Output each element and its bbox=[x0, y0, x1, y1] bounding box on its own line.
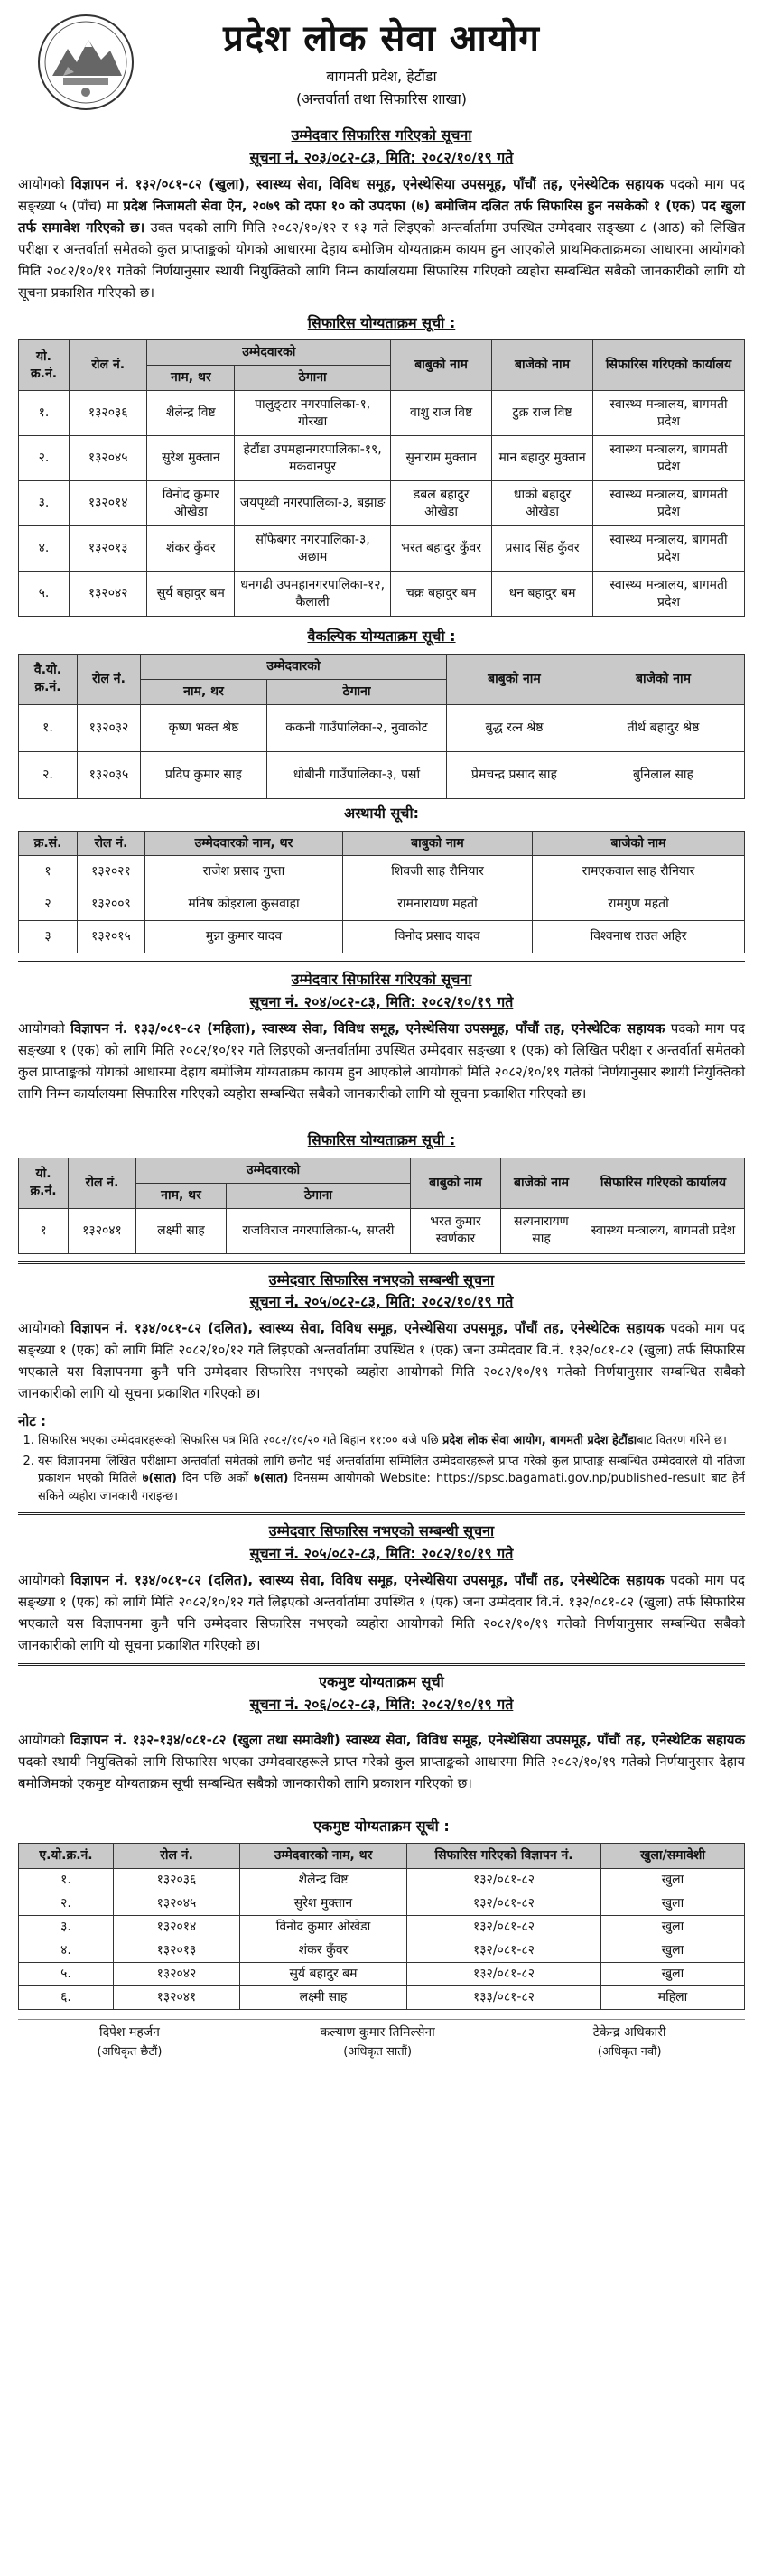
col-address: ठेगाना bbox=[235, 366, 391, 391]
consolidated-table bbox=[18, 1843, 745, 2010]
table-row: ४. १३२०१३ शंकर कुँवर १३२/०८१-८२ खुला bbox=[19, 1939, 745, 1963]
col-candidate: उम्मेदवारको bbox=[147, 340, 391, 366]
note-label: नोट : bbox=[18, 1413, 46, 1430]
col-grandfather: बाजेको नाम bbox=[582, 654, 745, 704]
col-serial: यो. क्र.नं. bbox=[19, 340, 70, 391]
notice1-number: सूचना नं. २०३/०८२-८३, मिति: २०८२/१०/१९ गते bbox=[249, 148, 514, 166]
col-name: नाम, थर bbox=[141, 679, 267, 704]
signature-block: कल्याण कुमार तिमिल्सेना (अधिकृत सातौं) bbox=[320, 2025, 435, 2060]
notice2-number: सूचना नं. २०४/०८२-८३, मिति: २०८२/१०/१९ गते bbox=[249, 993, 514, 1011]
note-item: 1. सिफारिस भएका उम्मेदवारहरूको सिफारिस पत्र मिति २०८२/१०/२० गते बिहान ११:०० बजे पछि प्रदेश लोक सेवा आयोग, बागमती प्रदेश हेटौंडाबाट वितरण गरिने छ। bbox=[38, 1432, 745, 1450]
section-divider bbox=[18, 961, 745, 963]
col-serial: क्र.सं. bbox=[19, 831, 78, 856]
table-row: ३. १३२०१४ विनोद कुमार ओखेडा १३२/०८१-८२ खुला bbox=[19, 1916, 745, 1939]
col-type: खुला/समावेशी bbox=[601, 1844, 745, 1869]
col-roll: रोल नं. bbox=[78, 831, 145, 856]
org-title: प्रदेश लोक सेवा आयोग bbox=[223, 18, 540, 60]
col-father: बाबुको नाम bbox=[343, 831, 533, 856]
notice2-body: आयोगको विज्ञापन नं. १३३/०८१-८२ (महिला), स्वास्थ्य सेवा, विविध समूह, एनेस्थेसिया उपसमूह, पाँचौं तह, एनेस्थेटिक सहायक पदको माग पद सङ्ख्या १ (एक) को लागि मिति २०८२/१०/१२ गते लिइएको अन्तर्वार्तामा उपस्थित उम्मेदवार सङ्ख्या १ (एक) को लिखित परीक्षा र अन्तर्वार्ता समेतको कुल प्राप्ताङ्कको योगको आधारमा देहाय बमोजिम योग्यताक्रम कायम हुन आएकोले आयोगको मिति २०८२/१०/१९ गतेको निर्णयानुसार स्थायी नियुक्तिको लागि निम्न कार्यालयमा सिफारिस गरिएको व्यहोरा सम्बन्धित सबैको जानकारीको लागि यो सूचना प्रकाशित गरिएको छ। bbox=[18, 1020, 745, 1102]
notice2-table-title: सिफारिस योग्यताक्रम सूची : bbox=[307, 1131, 456, 1149]
col-father: बाबुको नाम bbox=[391, 340, 492, 391]
notice4-body: आयोगको विज्ञापन नं. १३४/०८१-८२ (दलित), स्वास्थ्य सेवा, विविध समूह, एनेस्थेसिया उपसमूह, पाँचौं तह, एनेस्थेटिक सहायक पदको माग पद सङ्ख्या १ (एक) को लागि मिति २०८२/१०/१२ गते लिइएको अन्तर्वार्तामा उपस्थित १ (एक) जना उम्मेदवार वि.नं. १३२/०८१-८२ (खुला) तर्फ सिफारिस भएकाले यस विज्ञापनमा कुनै पनि उम्मेदवार सिफारिस नभएको व्यहोरा आयोगको मिति २०८२/१०/१९ गतेको निर्णयानुसार सम्बन्धित सबैको जानकारीको लागि यो सूचना प्रकाशित गरिएको छ। bbox=[18, 1572, 745, 1654]
col-serial: ए.यो.क्र.नं. bbox=[19, 1844, 114, 1869]
col-father: बाबुको नाम bbox=[411, 1158, 501, 1208]
col-roll: रोल नं. bbox=[114, 1844, 240, 1869]
col-name: नाम, थर bbox=[136, 1183, 227, 1208]
col-candidate: उम्मेदवारको bbox=[141, 654, 447, 679]
table-row: २. १३२०४५ सुरेश मुक्तान हेटौंडा उपमहानगरपालिका-१९, मकवानपुर सुनाराम मुक्तान मान बहादुर मुक्तान स्वास्थ्य मन्त्रालय, बागमती प्रदेश bbox=[19, 436, 745, 481]
notice2-title: उम्मेदवार सिफारिस गरिएको सूचना bbox=[291, 971, 472, 989]
section-divider bbox=[18, 1512, 745, 1515]
col-address: ठेगाना bbox=[227, 1183, 411, 1208]
notice3-body: आयोगको विज्ञापन नं. १३४/०८१-८२ (दलित), स्वास्थ्य सेवा, विविध समूह, एनेस्थेसिया उपसमूह, पाँचौं तह, एनेस्थेटिक सहायक पदको माग पद सङ्ख्या १ (एक) को लागि मिति २०८२/१०/१२ गते लिइएको अन्तर्वार्तामा उपस्थित १ (एक) जना उम्मेदवार वि.नं. १३२/०८१-८२ (खुला) तर्फ सिफारिस भएकाले यस विज्ञापनमा कुनै पनि उम्मेदवार सिफारिस नभएको व्यहोरा आयोगको मिति २०८२/१०/१९ गतेको निर्णयानुसार सम्बन्धित सबैको जानकारीको लागि यो सूचना प्रकाशित गरिएको छ। bbox=[18, 1320, 745, 1402]
notice4-title: उम्मेदवार सिफारिस नभएको सम्बन्धी सूचना bbox=[268, 1522, 495, 1540]
table-row: ३ १३२०१५ मुन्ना कुमार यादव विनोद प्रसाद यादव विश्वनाथ राउत अहिर bbox=[19, 921, 745, 953]
col-office: सिफारिस गरिएको कार्यालय bbox=[593, 340, 745, 391]
note-list bbox=[38, 1432, 745, 1505]
table-row: २ १३२००९ मनिष कोइराला कुसवाहा रामनारायण महतो रामगुण महतो bbox=[19, 888, 745, 921]
org-province: बागमती प्रदेश, हेटौंडा bbox=[326, 68, 437, 86]
header bbox=[18, 9, 745, 119]
table-row: १. १३२०३६ शैलेन्द्र विष्ट १३२/०८१-८२ खुला bbox=[19, 1869, 745, 1892]
table-row: २. १३२०३५ प्रदिप कुमार साह धोबीनी गाउँपालिका-३, पर्सा प्रेमचन्द्र प्रसाद साह बुनिलाल साह bbox=[19, 751, 745, 798]
table-row: १. १३२०३६ शैलेन्द्र विष्ट पालुङ्टार नगरपालिका-१, गोरखा वाशु राज विष्ट टुक्र राज विष्ट स्वास्थ्य मन्त्रालय, बागमती प्रदेश bbox=[19, 391, 745, 436]
col-grandfather: बाजेको नाम bbox=[501, 1158, 582, 1208]
table-row: ५. १३२०४२ सुर्य बहादुर बम धनगढी उपमहानगरपालिका-१२, कैलाली चक्र बहादुर बम धन बहादुर बम स्वास्थ्य मन्त्रालय, बागमती प्रदेश bbox=[19, 572, 745, 617]
notice5-table-title: एकमुष्ट योग्यताक्रम सूची : bbox=[313, 1817, 450, 1835]
table-row: १. १३२०३२ कृष्ण भक्त श्रेष्ठ ककनी गाउँपालिका-२, नुवाकोट बुद्ध रत्न श्रेष्ठ तीर्थ बहादुर श्रेष्ठ bbox=[19, 704, 745, 751]
emblem-logo-icon bbox=[36, 13, 135, 112]
recommendation-table bbox=[18, 339, 745, 617]
section-divider bbox=[18, 1663, 745, 1666]
col-advertisement: सिफारिस गरिएको विज्ञापन नं. bbox=[407, 1844, 601, 1869]
col-address: ठेगाना bbox=[267, 679, 447, 704]
table-row: ४. १३२०१३ शंकर कुँवर साँफेबगर नगरपालिका-३, अछाम भरत बहादुर कुँवर प्रसाद सिंह कुँवर स्वास्थ्य मन्त्रालय, बागमती प्रदेश bbox=[19, 526, 745, 572]
notice5-title: एकमुष्ट योग्यताक्रम सूची bbox=[319, 1673, 444, 1691]
table-row: ५. १३२०४२ सुर्य बहादुर बम १३२/०८१-८२ खुला bbox=[19, 1963, 745, 1986]
signature-row bbox=[18, 2019, 745, 2061]
notice4-number: सूचना नं. २०५/०८२-८३, मिति: २०८२/१०/१९ गते bbox=[249, 1545, 514, 1563]
table-row: ३. १३२०१४ विनोद कुमार ओखेडा जयपृथ्वी नगरपालिका-३, बझाङ डबल बहादुर ओखेडा धाको बहादुर ओखेडा स्वास्थ्य मन्त्रालय, बागमती प्रदेश bbox=[19, 481, 745, 526]
col-office: सिफारिस गरिएको कार्यालय bbox=[582, 1158, 745, 1208]
notice2-table bbox=[18, 1158, 745, 1254]
col-name: नाम, थर bbox=[147, 366, 235, 391]
col-roll: रोल नं. bbox=[78, 654, 141, 704]
col-roll: रोल नं. bbox=[69, 340, 147, 391]
notice3-title: उम्मेदवार सिफारिस नभएको सम्बन्धी सूचना bbox=[268, 1270, 495, 1288]
col-name: उम्मेदवारको नाम, थर bbox=[240, 1844, 407, 1869]
section-divider bbox=[18, 1261, 745, 1264]
signature-block: दिपेश महर्जन (अधिकृत छैटौं) bbox=[97, 2025, 163, 2060]
col-grandfather: बाजेको नाम bbox=[533, 831, 745, 856]
notice1-body: आयोगको विज्ञापन नं. १३२/०८१-८२ (खुला), स्वास्थ्य सेवा, विविध समूह, एनेस्थेसिया उपसमूह, पाँचौं तह, एनेस्थेटिक सहायक पदको माग पद सङ्ख्या ५ (पाँच) मा प्रदेश निजामती सेवा ऐन, २०७९ को दफा १० को उपदफा (७) बमोजिम दलित तर्फ सिफारिस हुन नसकेको १ (एक) पद खुला तर्फ समावेश गरिएको छ। उक्त पदको लागि मिति २०८२/१०/१२ र १३ गते लिइएको अन्तर्वार्तामा उपस्थित उम्मेदवार सङ्ख्या ८ (आठ) को लिखित परीक्षा र अन्तर्वार्ता समेतको कुल प्राप्ताङ्कको योगको आधारमा देहाय बमोजिम योग्यताक्रम कायम हुन आएकोले प्राथमिकताक्रमका आधारमा आयोगको मिति २०८२/१०/१९ गतेको निर्णयानुसार स्थायी नियुक्तिको लागि निम्न कार्यालयमा सिफारिस गरिएको व्यहोरा सम्बन्धित सबैको जानकारीको लागि यो सूचना प्रकाशित गरिएको छ। bbox=[18, 175, 745, 301]
note-item: 2. यस विज्ञापनमा लिखित परीक्षामा अन्तर्वार्ता समेतको लागि छनौट भई अन्तर्वार्तामा सम्मिलित उम्मेदवारहरूले प्राप्त गरेको कुल प्राप्ताङ्क सम्बन्धित उम्मेदवारले यो नतिजा प्रकाशन भएको मितिले ७(सात) दिन पछि अर्को ७(सात) दिनसम्म आयोगको Website: https://spsc.bagamati.gov.np/published-result बाट हेर्न सकिने व्यहोरा जानकारी गराइन्छ। bbox=[38, 1453, 745, 1506]
notice3-number: सूचना नं. २०५/०८२-८३, मिति: २०८२/१०/१९ गते bbox=[249, 1293, 514, 1311]
org-branch: (अन्तर्वार्ता तथा सिफारिस शाखा) bbox=[295, 90, 467, 107]
temporary-list-title: अस्थायी सूची: bbox=[343, 804, 419, 822]
temporary-table bbox=[18, 831, 745, 954]
notice5-body: आयोगको विज्ञापन नं. १३२-१३४/०८१-८२ (खुला तथा समावेशी) स्वास्थ्य सेवा, विविध समूह, एनेस्थेसिया उपसमूह, पाँचौं तह, एनेस्थेटिक सहायक पदको स्थायी नियुक्तिको लागि सिफारिस भएका उम्मेदवारहरूले प्राप्त गरेको कुल प्राप्ताङ्कको आधारमा मिति २०८२/१०/१९ गतेको निर्णयानुसार देहाय बमोजिमको एकमुष्ट योग्यताक्रम सूची सम्बन्धित सबैको जानकारीको लागि प्रकाशन गरिएको छ। bbox=[18, 1731, 745, 1791]
notice1-table-title: सिफारिस योग्यताक्रम सूची : bbox=[307, 313, 456, 331]
col-father: बाबुको नाम bbox=[447, 654, 582, 704]
notice1-title: उम्मेदवार सिफारिस गरिएको सूचना bbox=[291, 126, 472, 144]
col-grandfather: बाजेको नाम bbox=[492, 340, 593, 391]
notice5-number: सूचना नं. २०६/०८२-८३, मिति: २०८२/१०/१९ गते bbox=[249, 1695, 514, 1713]
table-row: ६. १३२०४१ लक्ष्मी साह १३३/०८१-८२ महिला bbox=[19, 1986, 745, 2010]
signature-block: टेकेन्द्र अधिकारी (अधिकृत नवौं) bbox=[592, 2025, 666, 2060]
alternate-table bbox=[18, 654, 745, 799]
table-row: १ १३२०२१ राजेश प्रसाद गुप्ता शिवजी साह रौनियार रामएकवाल साह रौनियार bbox=[19, 856, 745, 888]
table-row: १ १३२०४१ लक्ष्मी साह राजविराज नगरपालिका-५, सप्तरी भरत कुमार स्वर्णकार सत्यनारायण साह स्वास्थ्य मन्त्रालय, बागमती प्रदेश bbox=[19, 1208, 745, 1253]
table-row: २. १३२०४५ सुरेश मुक्तान १३२/०८१-८२ खुला bbox=[19, 1892, 745, 1916]
col-name: उम्मेदवारको नाम, थर bbox=[145, 831, 343, 856]
col-candidate: उम्मेदवारको bbox=[136, 1158, 411, 1183]
col-roll: रोल नं. bbox=[69, 1158, 136, 1208]
alternate-table-title: वैकल्पिक योग्यताक्रम सूची : bbox=[307, 628, 456, 646]
col-serial: यो. क्र.नं. bbox=[19, 1158, 69, 1208]
col-serial: वै.यो. क्र.नं. bbox=[19, 654, 78, 704]
